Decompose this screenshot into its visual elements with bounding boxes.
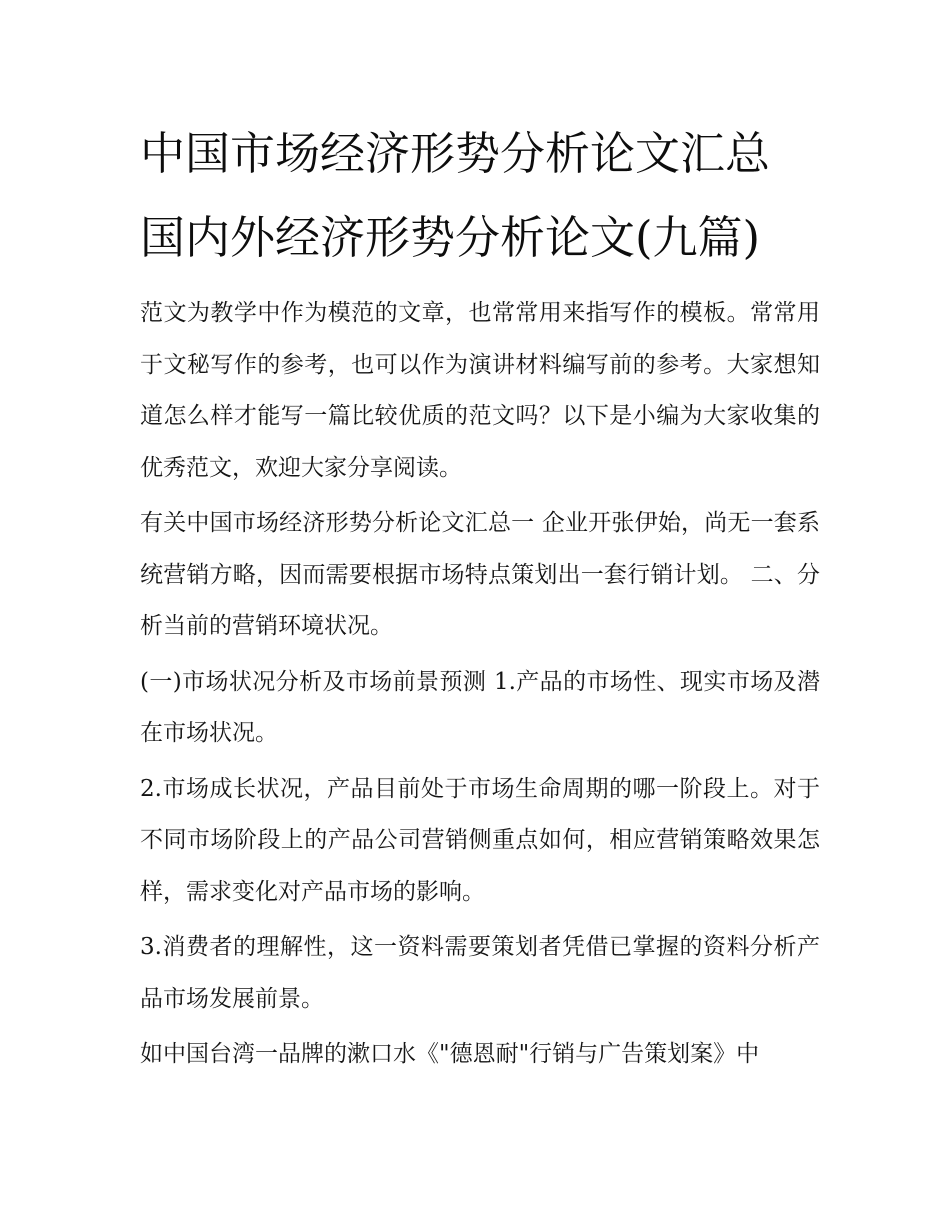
paragraph-consumer: 3.消费者的理解性，这一资料需要策划者凭借已掌握的资料分析产品市场发展前景。 [140,934,820,1012]
paragraph-section-one: 有关中国市场经济形势分析论文汇总一 企业开张伊始，尚无一套系统营销方略，因而需要根据市场特点策划出一套行销计划。 二、分析当前的营销环境状况。 [140,510,820,639]
paragraph-intro: 范文为教学中作为模范的文章，也常常用来指写作的模板。常常用于文秘写作的参考，也可以作为演讲材料编写前的参考。大家想知道怎么样才能写一篇比较优质的范文吗？以下是小编为大家收集的优秀范文，欢迎大家分享阅读。 [140,300,820,481]
document-body [140,112,820,1085]
paragraph-market-analysis: (一)市场状况分析及市场前景预测 1.产品的市场性、现实市场及潜在市场状况。 [140,668,820,746]
document-title: 中国市场经济形势分析论文汇总 国内外经济形势分析论文(九篇) [140,127,771,264]
paragraph-example: 如中国台湾一品牌的漱口水《"德恩耐"行销与广告策划案》中 [140,1041,760,1067]
paragraph-market-growth: 2.市场成长状况，产品目前处于市场生命周期的哪一阶段上。对于不同市场阶段上的产品公司营销侧重点如何，相应营销策略效果怎样，需求变化对产品市场的影响。 [140,775,820,905]
